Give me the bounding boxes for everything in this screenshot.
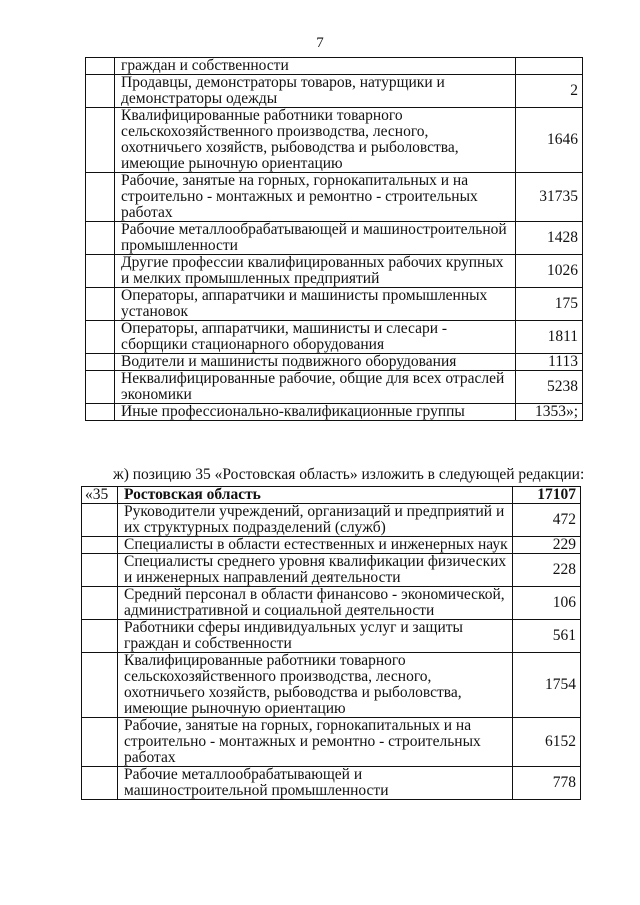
occupation-value: 778 xyxy=(513,767,581,800)
occupation-label: Средний персонал в области финансово - экономической, административной и социальной деятельности xyxy=(118,587,513,620)
position-number: «35 xyxy=(82,487,118,504)
occupation-value: 1353»; xyxy=(516,404,583,421)
position-cell xyxy=(82,718,118,767)
table-row xyxy=(86,321,583,354)
occupation-label: Неквалифицированные рабочие, общие для всех отраслей экономики xyxy=(115,371,516,404)
occupation-label: Специалисты в области естественных и инженерных наук xyxy=(118,537,513,554)
occupation-value: 472 xyxy=(513,504,581,537)
occupation-label: Квалифицированные работники товарного сельскохозяйственного производства, лесного, охотничьего хозяйств, рыбоводства и рыболовства, имеющие рыночную ориентацию xyxy=(115,108,516,173)
position-cell xyxy=(86,404,115,421)
occupation-label: Иные профессионально-квалификационные группы xyxy=(115,404,516,421)
page-number: 7 xyxy=(316,35,324,51)
table-row xyxy=(86,173,583,222)
occupation-label: граждан и собственности xyxy=(115,58,516,75)
amendment-instruction: ж) позицию 35 «Ростовская область» изложить в следующей редакции: xyxy=(113,466,585,483)
occupation-value: 1811 xyxy=(516,321,583,354)
occupation-value: 1754 xyxy=(513,653,581,718)
occupation-label: Рабочие, занятые на горных, горнокапитальных и на строительно - монтажных и ремонтно - строительных работах xyxy=(118,718,513,767)
occupation-value: 561 xyxy=(513,620,581,653)
table-row xyxy=(86,354,583,371)
table-row xyxy=(82,620,581,653)
occupation-label: Рабочие металлообрабатывающей и машиностроительной промышленности xyxy=(118,767,513,800)
occupation-label: Другие профессии квалифицированных рабочих крупных и мелких промышленных предприятий xyxy=(115,255,516,288)
occupation-label: Специалисты среднего уровня квалификации физических и инженерных направлений деятельности xyxy=(118,554,513,587)
occupation-value: 228 xyxy=(513,554,581,587)
position-cell xyxy=(82,587,118,620)
occupation-label: Рабочие металлообрабатывающей и машиностроительной промышленности xyxy=(115,222,516,255)
region-total: 17107 xyxy=(513,487,581,504)
position-cell xyxy=(82,504,118,537)
occupation-value: 1428 xyxy=(516,222,583,255)
occupation-value: 229 xyxy=(513,537,581,554)
position-cell xyxy=(86,288,115,321)
table-row xyxy=(86,108,583,173)
occupation-value: 106 xyxy=(513,587,581,620)
position-cell xyxy=(86,58,115,75)
table-row xyxy=(86,371,583,404)
position-cell xyxy=(82,554,118,587)
position-cell xyxy=(82,767,118,800)
occupation-value: 175 xyxy=(516,288,583,321)
position-cell xyxy=(86,75,115,108)
position-cell xyxy=(86,321,115,354)
table-row xyxy=(86,222,583,255)
region-name: Ростовская область xyxy=(118,487,513,504)
rostov-region-table xyxy=(81,486,581,800)
table-row xyxy=(86,404,583,421)
table-row xyxy=(82,537,581,554)
position-cell xyxy=(86,108,115,173)
occupation-label: Рабочие, занятые на горных, горнокапитальных и на строительно - монтажных и ремонтно - строительных работах xyxy=(115,173,516,222)
occupation-label: Операторы, аппаратчики, машинисты и слесари - сборщики стационарного оборудования xyxy=(115,321,516,354)
occupation-label: Операторы, аппаратчики и машинисты промышленных установок xyxy=(115,288,516,321)
occupation-value: 5238 xyxy=(516,371,583,404)
table-row xyxy=(82,718,581,767)
occupation-value: 1026 xyxy=(516,255,583,288)
position-cell xyxy=(86,354,115,371)
occupation-label: Руководители учреждений, организаций и предприятий и их структурных подразделений (служб) xyxy=(118,504,513,537)
occupation-value: 2 xyxy=(516,75,583,108)
table-row xyxy=(82,587,581,620)
occupation-label: Квалифицированные работники товарного сельскохозяйственного производства, лесного, охотничьего хозяйств, рыбоводства и рыболовства, имеющие рыночную ориентацию xyxy=(118,653,513,718)
occupation-table-continued xyxy=(85,57,583,421)
table-row xyxy=(86,58,583,75)
occupation-label: Продавцы, демонстраторы товаров, натурщики и демонстраторы одежды xyxy=(115,75,516,108)
occupation-value xyxy=(516,58,583,75)
table-row xyxy=(82,554,581,587)
occupation-value: 1113 xyxy=(516,354,583,371)
position-cell xyxy=(86,255,115,288)
position-cell xyxy=(82,653,118,718)
table-row xyxy=(86,255,583,288)
occupation-value: 6152 xyxy=(513,718,581,767)
table-row xyxy=(82,767,581,800)
position-cell xyxy=(82,537,118,554)
table-row xyxy=(86,75,583,108)
table-row xyxy=(82,653,581,718)
region-header-row xyxy=(82,487,581,504)
occupation-label: Работники сферы индивидуальных услуг и защиты граждан и собственности xyxy=(118,620,513,653)
position-cell xyxy=(86,371,115,404)
occupation-label: Водители и машинисты подвижного оборудования xyxy=(115,354,516,371)
position-cell xyxy=(86,222,115,255)
table-row xyxy=(82,504,581,537)
position-cell xyxy=(82,620,118,653)
position-cell xyxy=(86,173,115,222)
occupation-value: 1646 xyxy=(516,108,583,173)
occupation-value: 31735 xyxy=(516,173,583,222)
table-row xyxy=(86,288,583,321)
